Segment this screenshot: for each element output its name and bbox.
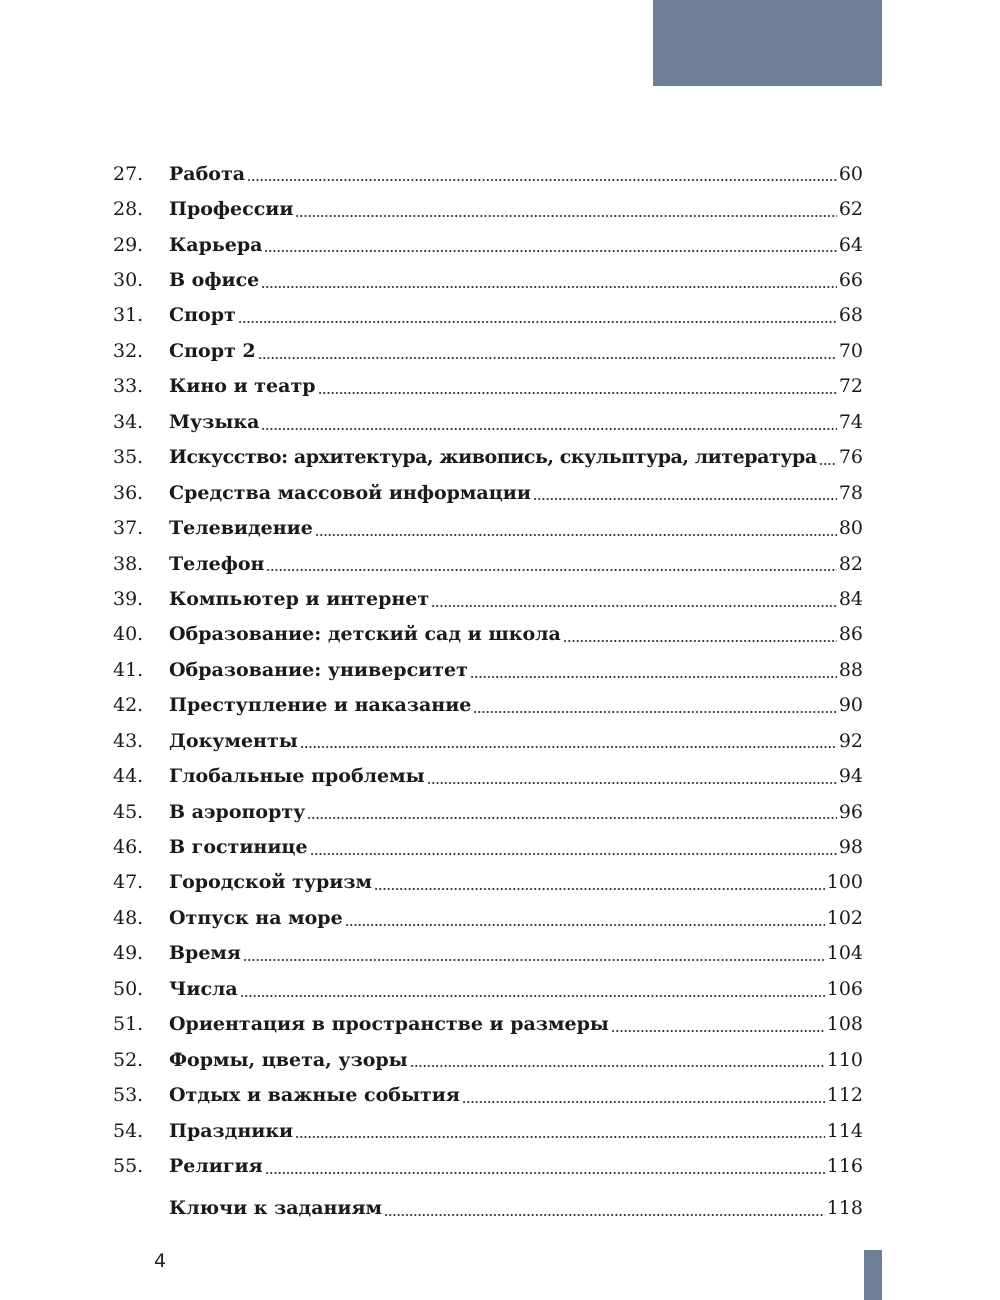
toc-entry-number: 33.: [113, 375, 144, 398]
dot-leader: [473, 702, 836, 714]
toc-entry-page: 76: [838, 446, 863, 469]
toc-entry-title: Преступление и наказание: [169, 694, 472, 717]
toc-entry-page: 94: [838, 765, 863, 788]
toc-entry-title: Отпуск на море: [169, 906, 343, 929]
toc-entry-title: Телевидение: [169, 517, 313, 540]
toc-entry-title: Искусство: архитектура, живопись, скульптура, литература: [169, 446, 817, 469]
dot-leader: [247, 170, 837, 182]
toc-entry-29[interactable]: [113, 227, 863, 262]
toc-entry-page: 66: [838, 269, 863, 292]
toc-entry-page: 90: [838, 694, 863, 717]
toc-entry-title: Религия: [169, 1154, 263, 1177]
toc-entry-page: 68: [838, 304, 863, 327]
toc-entry-number: 47.: [113, 871, 144, 894]
toc-entry-number: 31.: [113, 304, 144, 327]
toc-entry-number: 51.: [113, 1013, 144, 1036]
toc-entry-title: Время: [169, 942, 241, 965]
dot-leader: [310, 844, 837, 856]
dot-leader: [345, 915, 825, 927]
toc-entry-page: 60: [838, 162, 863, 185]
toc-entry-page: 86: [838, 623, 863, 646]
toc-entry-28[interactable]: [113, 191, 863, 226]
page-number: 4: [154, 1250, 167, 1272]
toc-entry-number: 44.: [113, 765, 144, 788]
toc-entry-page: 116: [826, 1154, 863, 1177]
dot-leader: [427, 773, 837, 785]
table-of-contents: [113, 156, 863, 1226]
toc-entry-43[interactable]: [113, 723, 863, 758]
toc-entry-title: В гостинице: [169, 836, 308, 859]
toc-entry-page: 98: [838, 836, 863, 859]
toc-entry-27[interactable]: [113, 156, 863, 191]
toc-entry-51[interactable]: [113, 1007, 863, 1042]
toc-entry-number: 27.: [113, 162, 144, 185]
toc-entry-number: 45.: [113, 800, 144, 823]
toc-entry-number: 53.: [113, 1084, 144, 1107]
toc-entry-page: 118: [826, 1197, 863, 1220]
toc-entry-title: Праздники: [169, 1119, 294, 1142]
toc-entry-page: 70: [838, 339, 863, 362]
toc-entry-40[interactable]: [113, 617, 863, 652]
toc-entry-page: 96: [838, 800, 863, 823]
dot-leader: [266, 560, 836, 572]
toc-entry-title: Музыка: [169, 410, 260, 433]
toc-entry-title: Средства массовой информации: [169, 481, 531, 504]
toc-entry-title: В аэропорту: [169, 800, 306, 823]
toc-entry-46[interactable]: [113, 829, 863, 864]
toc-entry-page: 110: [826, 1048, 863, 1071]
toc-entry-41[interactable]: [113, 652, 863, 687]
toc-entry-title: Телефон: [169, 552, 265, 575]
dot-leader: [240, 986, 825, 998]
toc-entry-page: 112: [826, 1084, 863, 1107]
toc-entry-number: 40.: [113, 623, 144, 646]
dot-leader: [243, 950, 825, 962]
dot-leader: [470, 667, 837, 679]
dot-leader: [410, 1056, 825, 1068]
dot-leader: [295, 1127, 825, 1139]
dot-leader: [431, 596, 837, 608]
dot-leader: [315, 525, 837, 537]
toc-entry-48[interactable]: [113, 900, 863, 935]
toc-entry-55[interactable]: [113, 1148, 863, 1183]
toc-entry-33[interactable]: [113, 369, 863, 404]
toc-entry-title: Образование: университет: [169, 658, 468, 681]
toc-entry-50[interactable]: [113, 971, 863, 1006]
toc-entry-number: 28.: [113, 198, 144, 221]
footer-decorative-tab: [864, 1250, 882, 1300]
toc-entry-page: 82: [838, 552, 863, 575]
toc-entry-number: 43.: [113, 729, 144, 752]
toc-entry-title: Ориентация в пространстве и размеры: [169, 1013, 609, 1036]
toc-entry-title: Отдых и важные события: [169, 1084, 460, 1107]
toc-entry-title: Ключи к заданиям: [169, 1197, 383, 1220]
dot-leader: [238, 312, 837, 324]
toc-entry-page: 100: [826, 871, 863, 894]
toc-entry-title: Карьера: [169, 233, 263, 256]
dot-leader: [384, 1205, 825, 1217]
toc-entry-45[interactable]: [113, 794, 863, 829]
dot-leader: [258, 348, 837, 360]
toc-entry-number: 37.: [113, 517, 144, 540]
toc-entry-number: 54.: [113, 1119, 144, 1142]
header-decorative-bar: [653, 0, 882, 86]
toc-entry-47[interactable]: [113, 865, 863, 900]
toc-entry-54[interactable]: [113, 1113, 863, 1148]
toc-entry-page: 62: [838, 198, 863, 221]
toc-entry-page: 72: [838, 375, 863, 398]
toc-entry-number: 34.: [113, 410, 144, 433]
toc-entry-number: 29.: [113, 233, 144, 256]
toc-entry-36[interactable]: [113, 475, 863, 510]
toc-entry-title: Формы, цвета, узоры: [169, 1048, 408, 1071]
toc-entry-number: 32.: [113, 339, 144, 362]
toc-entry-title: Кино и театр: [169, 375, 316, 398]
dot-leader: [265, 1163, 825, 1175]
toc-entry-title: В офисе: [169, 269, 260, 292]
toc-entry-number: 38.: [113, 552, 144, 575]
toc-entry-page: 104: [826, 942, 863, 965]
dot-leader: [611, 1021, 825, 1033]
dot-leader: [261, 277, 837, 289]
dot-leader: [300, 737, 837, 749]
toc-entry-39[interactable]: [113, 581, 863, 616]
toc-entry-page: 84: [838, 587, 863, 610]
toc-entry-title: Профессии: [169, 198, 294, 221]
toc-entry-number: 35.: [113, 446, 144, 469]
toc-entry-number: 42.: [113, 694, 144, 717]
toc-entry-38[interactable]: [113, 546, 863, 581]
toc-entry-answer-keys[interactable]: [113, 1191, 863, 1226]
toc-entry-number: 41.: [113, 658, 144, 681]
toc-entry-number: 55.: [113, 1154, 144, 1177]
toc-entry-32[interactable]: [113, 333, 863, 368]
toc-entry-number: 30.: [113, 269, 144, 292]
toc-entry-title: Документы: [169, 729, 298, 752]
dot-leader: [533, 489, 837, 501]
toc-entry-37[interactable]: [113, 510, 863, 545]
dot-leader: [462, 1092, 825, 1104]
toc-entry-44[interactable]: [113, 758, 863, 793]
toc-entry-page: 106: [826, 977, 863, 1000]
toc-entry-42[interactable]: [113, 688, 863, 723]
dot-leader: [295, 206, 836, 218]
toc-entry-35[interactable]: [113, 440, 863, 475]
toc-entry-52[interactable]: [113, 1042, 863, 1077]
toc-entry-page: 92: [838, 729, 863, 752]
toc-entry-page: 88: [838, 658, 863, 681]
toc-entry-31[interactable]: [113, 298, 863, 333]
toc-entry-page: 78: [838, 481, 863, 504]
toc-entry-page: 108: [826, 1013, 863, 1036]
toc-entry-title: Числа: [169, 977, 238, 1000]
dot-leader: [307, 808, 837, 820]
toc-entry-34[interactable]: [113, 404, 863, 439]
dot-leader: [819, 454, 837, 466]
toc-entry-title: Образование: детский сад и школа: [169, 623, 561, 646]
toc-entry-title: Глобальные проблемы: [169, 765, 425, 788]
toc-entry-title: Компьютер и интернет: [169, 587, 430, 610]
toc-entry-number: 48.: [113, 906, 144, 929]
toc-entry-page: 80: [838, 517, 863, 540]
toc-entry-page: 64: [838, 233, 863, 256]
dot-leader: [374, 879, 825, 891]
toc-entry-title: Работа: [169, 162, 246, 185]
toc-entry-page: 74: [838, 410, 863, 433]
toc-entry-number: 46.: [113, 836, 144, 859]
dot-leader: [261, 419, 836, 431]
dot-leader: [563, 631, 837, 643]
toc-entry-number: 50.: [113, 977, 144, 1000]
dot-leader: [264, 241, 836, 253]
dot-leader: [318, 383, 837, 395]
toc-entry-page: 102: [826, 906, 863, 929]
toc-entry-number: 52.: [113, 1048, 144, 1071]
toc-entry-number: 36.: [113, 481, 144, 504]
toc-entry-page: 114: [826, 1119, 863, 1142]
toc-entry-title: Спорт 2: [169, 339, 256, 362]
toc-entry-title: Городской туризм: [169, 871, 373, 894]
toc-entry-53[interactable]: [113, 1077, 863, 1112]
toc-entry-number: 39.: [113, 587, 144, 610]
toc-entry-30[interactable]: [113, 262, 863, 297]
toc-entry-number: 49.: [113, 942, 144, 965]
toc-entry-title: Спорт: [169, 304, 236, 327]
toc-entry-49[interactable]: [113, 936, 863, 971]
